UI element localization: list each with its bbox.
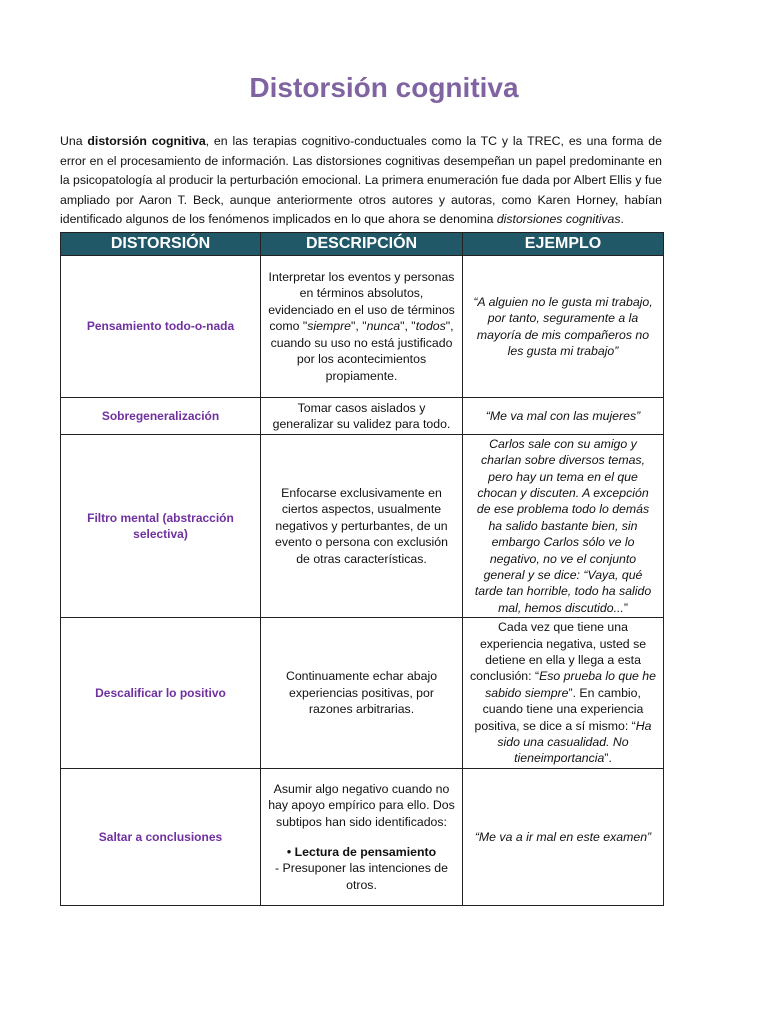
text-segment: - Presuponer las intenciones de otros.	[275, 861, 448, 892]
distortion-example	[463, 618, 664, 769]
text-segment: ", "	[351, 319, 367, 334]
text-segment: ”.	[604, 751, 612, 766]
text-segment: “A alguien no le gusta mi trabajo, por tanto, seguramente a la mayoría de mis compañeros no les gusta mi trabajo”	[473, 294, 653, 358]
distortion-name: Saltar a conclusiones	[61, 769, 261, 906]
text-segment: siempre	[307, 319, 352, 334]
text-segment: ", "	[400, 319, 416, 334]
distortion-example	[463, 398, 664, 435]
distortion-description	[261, 435, 463, 618]
distortion-description	[261, 769, 463, 906]
distortion-description	[261, 398, 463, 435]
text-segment: “Me va a ir mal en este examen”	[474, 829, 652, 844]
text-segment: Tomar casos aislados y generalizar su validez para todo.	[272, 400, 451, 431]
distortion-example	[463, 435, 664, 618]
text-segment: Interpretar los eventos y personas en términos absolutos, evidenciado en el uso de términos como "	[268, 270, 455, 334]
distortion-name: Descalificar lo positivo	[61, 618, 261, 769]
text-segment: ”. En cambio, cuando tiene una experiencia positiva, se dice a sí mismo: “	[474, 685, 644, 733]
table-header-row	[61, 233, 664, 256]
table-row	[61, 435, 664, 618]
distortion-name: Filtro mental (abstracción selectiva)	[61, 435, 261, 618]
distortions-table	[60, 232, 664, 906]
text-segment: Cada vez que tiene una experiencia negativa, usted se detiene en ella y llega a esta conclusión: “	[470, 620, 647, 684]
text-segment: “Me va mal con las mujeres”	[485, 408, 641, 423]
distortion-description	[261, 256, 463, 398]
table-row	[61, 256, 664, 398]
header-descripcion: DESCRIPCIÓN	[261, 233, 463, 256]
text-segment: Carlos sale con su amigo y charlan sobre diversos temas, pero hay un tema en el que chocan y discuten. A excepción de ese problema todo lo demás ha salido bastante bien, sin embargo Carlos sólo ve lo negativo, no ve el conjunto general y se dice: “Vaya, qué tarde tan horrible, todo ha salido mal, hemos discutido...	[474, 436, 652, 615]
text-segment: Continuamente echar abajo experiencias positivas, por razones arbitrarias.	[285, 669, 438, 717]
text-segment: distorsiones cognitivas	[496, 212, 621, 227]
header-ejemplo: EJEMPLO	[463, 233, 664, 256]
text-segment: .	[620, 212, 624, 227]
text-segment: Asumir algo negativo cuando no hay apoyo empírico para ello. Dos subtipos han sido identificados:	[268, 781, 455, 829]
bullet-item: • Lectura de pensamiento	[286, 845, 437, 859]
distortion-name: Pensamiento todo-o-nada	[61, 256, 261, 398]
distortion-name: Sobregeneralización	[61, 398, 261, 435]
intro-paragraph	[60, 132, 662, 230]
table-row	[61, 398, 664, 435]
distortion-example	[463, 256, 664, 398]
text-segment: ”	[623, 600, 628, 615]
table-row	[61, 769, 664, 906]
distortion-description	[261, 618, 463, 769]
page-title: Distorsión cognitiva	[249, 72, 519, 103]
text-segment: nunca	[366, 319, 401, 334]
text-segment: , en las terapias cognitivo-conductuales como la TC y la TREC, es una forma de error en el procesamiento de información. Las distorsiones cognitivas desempeñan un papel predominante en la psicopatología al producir la perturbación emocional. La primera enumeración fue dada por Albert Ellis y fue ampliado por Aaron T. Beck, aunque anteriormente otros autores y autoras, como Karen Horney, habían identificado algunos de los fenómenos implicados en lo que ahora se denomina	[60, 134, 662, 227]
header-distorsion: DISTORSIÓN	[61, 233, 261, 256]
text-segment: Una	[60, 134, 88, 149]
distortion-example	[463, 769, 664, 906]
text-segment: todos	[415, 319, 446, 334]
text-segment: distorsión cognitiva	[87, 134, 206, 149]
text-segment: Enfocarse exclusivamente en ciertos aspectos, usualmente negativos y perturbantes, de un evento o persona con exclusión de otras características.	[275, 485, 448, 566]
table-row	[61, 618, 664, 769]
text-segment: Ha sido una casualidad. No tieneimportancia	[497, 718, 652, 766]
text-segment: Eso prueba lo que he sabido siempre	[485, 669, 656, 700]
text-segment: ", cuando su uso no está justificado por los acontecimientos propiamente.	[270, 319, 454, 383]
